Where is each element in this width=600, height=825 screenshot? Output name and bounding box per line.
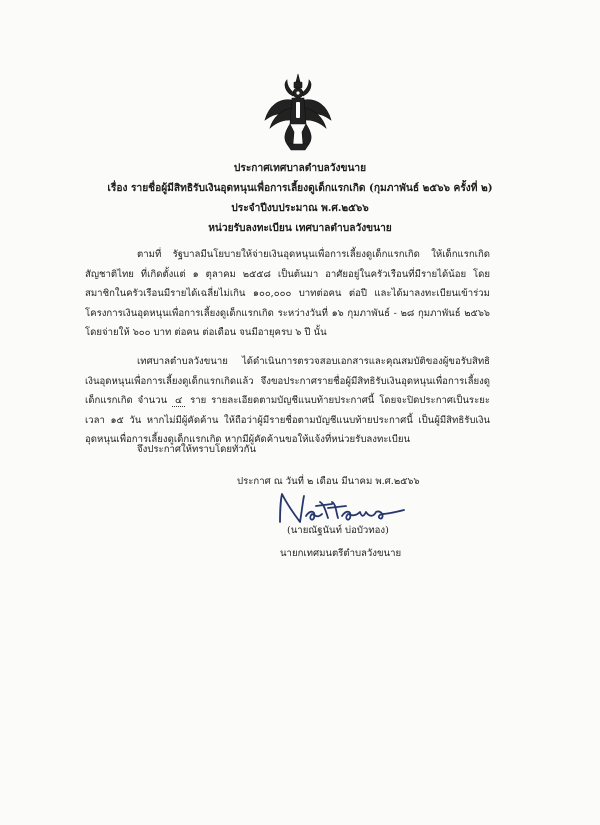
header-fiscal-year: ประจำปีงบประมาณ พ.ศ.๒๕๖๖	[231, 202, 369, 214]
header-organization: ประกาศเทศบาลตำบลวังขนาย	[233, 162, 367, 174]
signer-name: (นายณัฐนันท์ บ่อบัวทอง)	[287, 525, 389, 536]
paragraph-announcement-part2: ราย รายละเอียดตามบัญชีแนบท้ายประกาศนี้ โดยจะปิดประกาศเป็นระยะเวลา ๑๕ วัน หากไม่มีผู้คัดค้าน ให้ถือว่าผู้มีรายชื่อตามบัญชีแนบท้ายประกาศนี้ เป็นผู้มีสิทธิรับเงินอุดหนุนเพื่อการเลี้ยงดูเด็กแรกเกิด หากมีผู้คัดค้านขอให้แจ้งที่หน่วยรับลงทะเบียน	[85, 395, 490, 446]
announcement-date: ประกาศ ณ วันที่ ๒ เดือน มีนาคม พ.ศ.๒๕๖๖	[237, 476, 420, 487]
handwritten-signature	[272, 488, 412, 528]
paragraph-announcement	[85, 352, 490, 450]
paragraph-policy: ตามที่ รัฐบาลมีนโยบายให้จ่ายเงินอุดหนุนเพื่อการเลี้ยงดูเด็กแรกเกิด ให้เด็กแรกเกิดสัญชาติไทย ที่เกิดตั้งแต่ ๑ ตุลาคม ๒๕๕๘ เป็นต้นมา อาศัยอยู่ในครัวเรือนที่มีรายได้น้อย โดยสมาชิกในครัวเรือนมีรายได้เฉลี่ยไม่เกิน ๑๐๐,๐๐๐ บาทต่อคน ต่อปี และได้มาลงทะเบียนเข้าร่วมโครงการเงินอุดหนุนเพื่อการเลี้ยงดูเด็กแรกเกิด ระหว่างวันที่ ๑๖ กุมภาพันธ์ - ๒๘ กุมภาพันธ์ ๒๕๖๖ โดยจ่ายให้ ๖๐๐ บาท ต่อคน ต่อเดือน จนมีอายุครบ ๖ ปี นั้น	[85, 249, 490, 339]
signer-title: นายกเทศมนตรีตำบลวังขนาย	[280, 548, 402, 559]
garuda-emblem-icon	[263, 72, 333, 152]
paragraph-announcement-part1: เทศบาลตำบลวังขนาย ได้ดำเนินการตรวจสอบเอกสารและคุณสมบัติของผู้ขอรับสิทธิเงินอุดหนุนเพื่อการเลี้ยงดูเด็กแรกเกิดแล้ว จึงขอประกาศรายชื่อผู้มีสิทธิรับเงินอุดหนุนเพื่อการเลี้ยงดูเด็กแรกเกิด จำนวน	[85, 356, 490, 407]
document-header	[60, 158, 540, 238]
header-subject: เรื่อง รายชื่อผู้มีสิทธิรับเงินอุดหนุนเพื่อการเลี้ยงดูเด็กแรกเกิด (กุมภาพันธ์ ๒๕๖๖ ครั้งที่ ๒)	[107, 182, 493, 194]
recipient-count: ๔	[172, 395, 185, 407]
header-registration-unit: หน่วยรับลงทะเบียน เทศบาลตำบลวังขนาย	[208, 222, 392, 234]
paragraph-closing: จึงประกาศให้ทราบโดยทั่วกัน	[137, 444, 257, 455]
